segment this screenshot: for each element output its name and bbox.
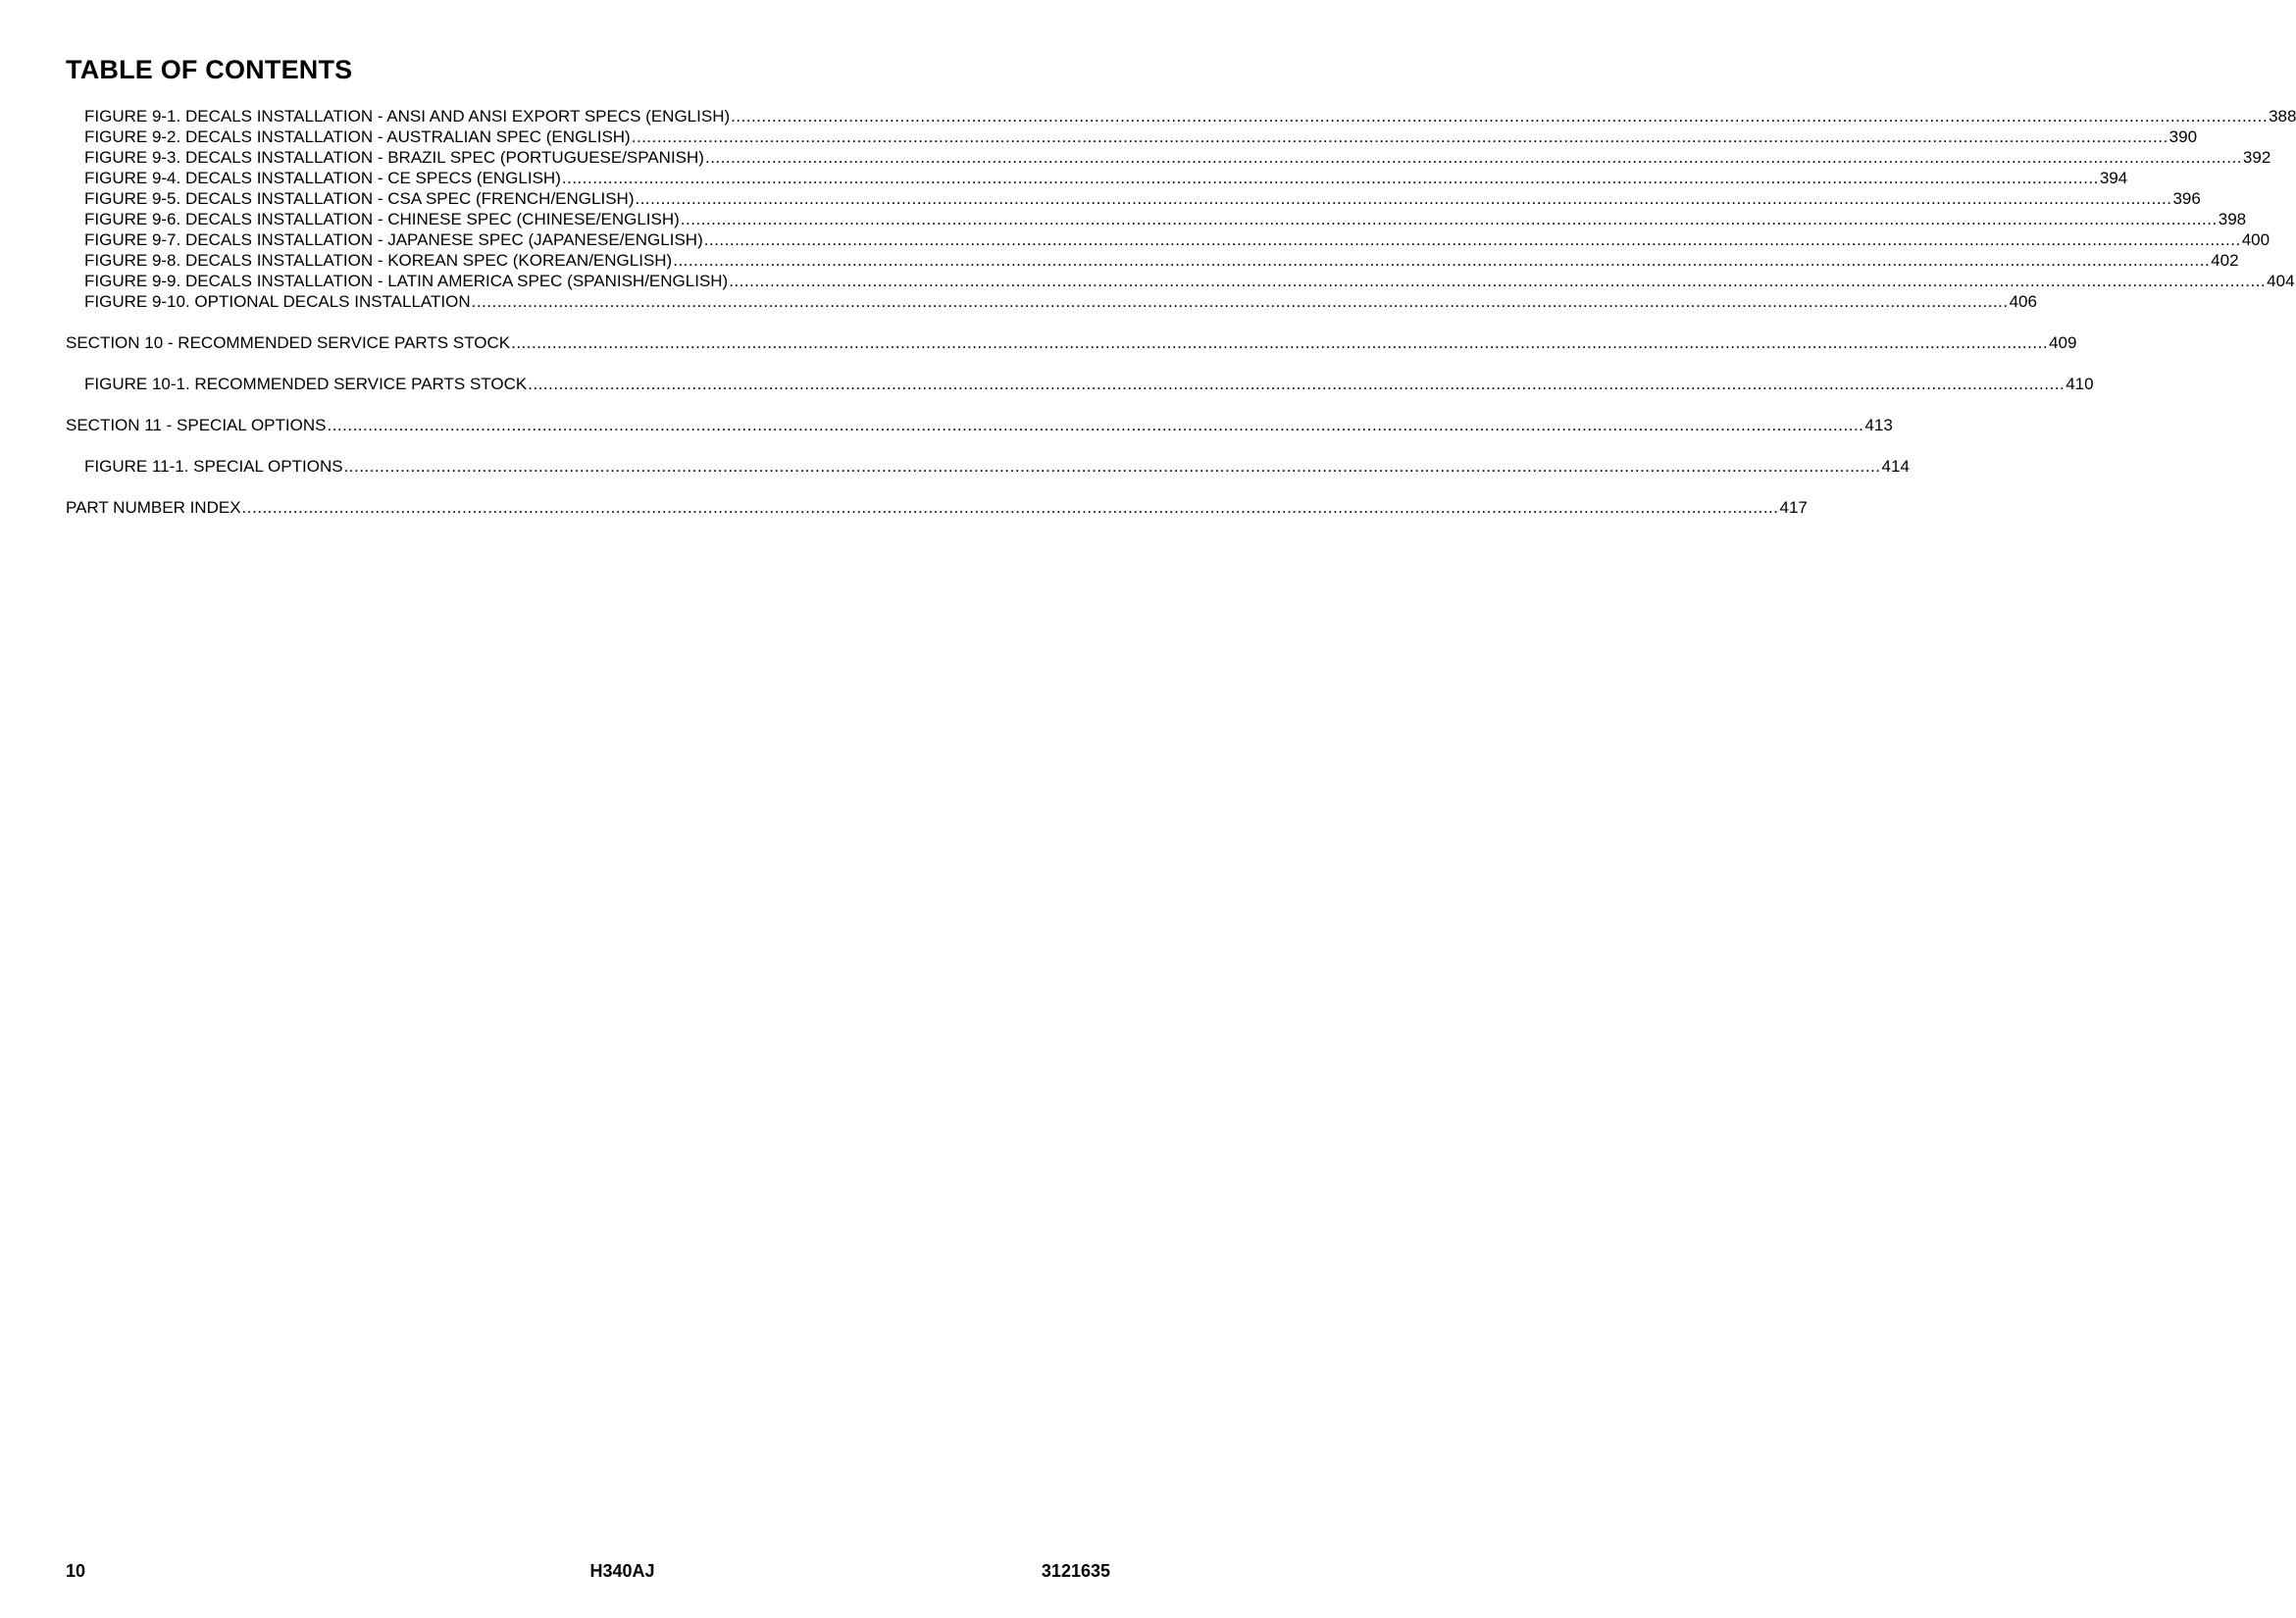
toc-entry-page: 398 xyxy=(2218,210,2247,228)
footer-doc-number: 3121635 xyxy=(1041,1561,1110,1581)
toc-entry-figure-9-5[interactable] xyxy=(84,188,2201,209)
toc-entry-page: 394 xyxy=(2099,169,2128,187)
toc-entry-label: SECTION 10 - RECOMMENDED SERVICE PARTS STOCK xyxy=(66,333,511,352)
dot-leader: ............................................................................................................................................................................................................................................................................................................ xyxy=(511,333,2049,352)
toc-entry-page: 392 xyxy=(2242,148,2271,167)
toc-entry-label: FIGURE 9-2. DECALS INSTALLATION - AUSTRALIAN SPEC (ENGLISH) xyxy=(84,127,631,146)
toc-entry-label: FIGURE 9-9. DECALS INSTALLATION - LATIN AMERICA SPEC (SPANISH/ENGLISH) xyxy=(84,272,729,290)
toc-entry-label: FIGURE 9-10. OPTIONAL DECALS INSTALLATION xyxy=(84,292,471,311)
toc-entry-label: SECTION 11 - SPECIAL OPTIONS xyxy=(66,416,327,434)
toc-entry-label: FIGURE 9-4. DECALS INSTALLATION - CE SPECS (ENGLISH) xyxy=(84,169,561,187)
dot-leader: ............................................................................................................................................................................................................................................................................................................ xyxy=(631,127,2168,146)
toc-entry-page: 388 xyxy=(2269,107,2296,126)
toc-entry-figure-9-7[interactable] xyxy=(84,229,2270,250)
dot-leader: ............................................................................................................................................................................................................................................................................................................ xyxy=(635,189,2172,208)
toc-entry-label: FIGURE 9-6. DECALS INSTALLATION - CHINESE SPEC (CHINESE/ENGLISH) xyxy=(84,210,680,228)
toc-entry-part-number-index[interactable] xyxy=(66,497,1808,518)
dot-leader: ............................................................................................................................................................................................................................................................................................................ xyxy=(327,416,1864,434)
dot-leader: ............................................................................................................................................................................................................................................................................................................ xyxy=(241,498,1779,517)
toc-entry-page: 396 xyxy=(2172,189,2201,208)
toc-entry-page: 413 xyxy=(1864,416,1893,434)
toc-entry-label: FIGURE 9-7. DECALS INSTALLATION - JAPANESE SPEC (JAPANESE/ENGLISH) xyxy=(84,230,703,249)
dot-leader: ............................................................................................................................................................................................................................................................................................................ xyxy=(680,210,2218,228)
toc-entry-figure-9-4[interactable] xyxy=(84,168,2128,188)
toc-entry-figure-9-6[interactable] xyxy=(84,209,2247,229)
toc-entry-figure-9-9[interactable] xyxy=(84,271,2295,291)
toc-entry-page: 404 xyxy=(2267,272,2295,290)
toc-entry-label: FIGURE 9-3. DECALS INSTALLATION - BRAZIL SPEC (PORTUGUESE/SPANISH) xyxy=(84,148,704,167)
footer-model-text: H340AJ xyxy=(589,1561,655,1581)
footer-page-number: 10 xyxy=(66,1561,86,1581)
toc-entry-figure-9-8[interactable] xyxy=(84,250,2239,271)
dot-leader: ............................................................................................................................................................................................................................................................................................................ xyxy=(471,292,2009,311)
toc-entry-page: 417 xyxy=(1779,498,1808,517)
toc-entry-label: FIGURE 9-8. DECALS INSTALLATION - KOREAN SPEC (KOREAN/ENGLISH) xyxy=(84,251,673,270)
dot-leader: ............................................................................................................................................................................................................................................................................................................ xyxy=(528,375,2066,393)
toc-entry-figure-9-1[interactable] xyxy=(84,106,2296,126)
toc-entry-section-10[interactable] xyxy=(66,332,2077,353)
toc-entry-label: PART NUMBER INDEX xyxy=(66,498,241,517)
dot-leader: ............................................................................................................................................................................................................................................................................................................ xyxy=(704,148,2242,167)
dot-leader: ............................................................................................................................................................................................................................................................................................................ xyxy=(731,107,2269,126)
toc-entry-figure-9-2[interactable] xyxy=(84,126,2198,147)
toc-entry-page: 400 xyxy=(2241,230,2270,249)
toc-entry-figure-10-1[interactable] xyxy=(84,374,2094,394)
dot-leader: ............................................................................................................................................................................................................................................................................................................ xyxy=(673,251,2211,270)
toc-entry-label: FIGURE 11-1. SPECIAL OPTIONS xyxy=(84,457,343,476)
toc-entry-page: 406 xyxy=(2009,292,2037,311)
dot-leader: ............................................................................................................................................................................................................................................................................................................ xyxy=(343,457,1881,476)
toc-entry-page: 390 xyxy=(2168,127,2198,146)
toc-entry-figure-11-1[interactable] xyxy=(84,456,1910,477)
toc-entry-page: 409 xyxy=(2049,333,2077,352)
toc-entry-label: FIGURE 9-5. DECALS INSTALLATION - CSA SPEC (FRENCH/ENGLISH) xyxy=(84,189,635,208)
toc-entry-page: 402 xyxy=(2211,251,2239,270)
toc-entry-figure-9-3[interactable] xyxy=(84,147,2271,168)
toc-entry-page: 410 xyxy=(2066,375,2094,393)
dot-leader: ............................................................................................................................................................................................................................................................................................................ xyxy=(729,272,2267,290)
toc-entry-section-11[interactable] xyxy=(66,415,1893,435)
dot-leader: ............................................................................................................................................................................................................................................................................................................ xyxy=(561,169,2099,187)
toc-entry-page: 414 xyxy=(1881,457,1910,476)
toc-entry-figure-9-10[interactable] xyxy=(84,291,2037,312)
dot-leader: ............................................................................................................................................................................................................................................................................................................ xyxy=(703,230,2241,249)
toc-entry-label: FIGURE 9-1. DECALS INSTALLATION - ANSI AND ANSI EXPORT SPECS (ENGLISH) xyxy=(84,107,731,126)
page-title: TABLE OF CONTENTS xyxy=(66,55,353,84)
toc-entry-label: FIGURE 10-1. RECOMMENDED SERVICE PARTS STOCK xyxy=(84,375,528,393)
